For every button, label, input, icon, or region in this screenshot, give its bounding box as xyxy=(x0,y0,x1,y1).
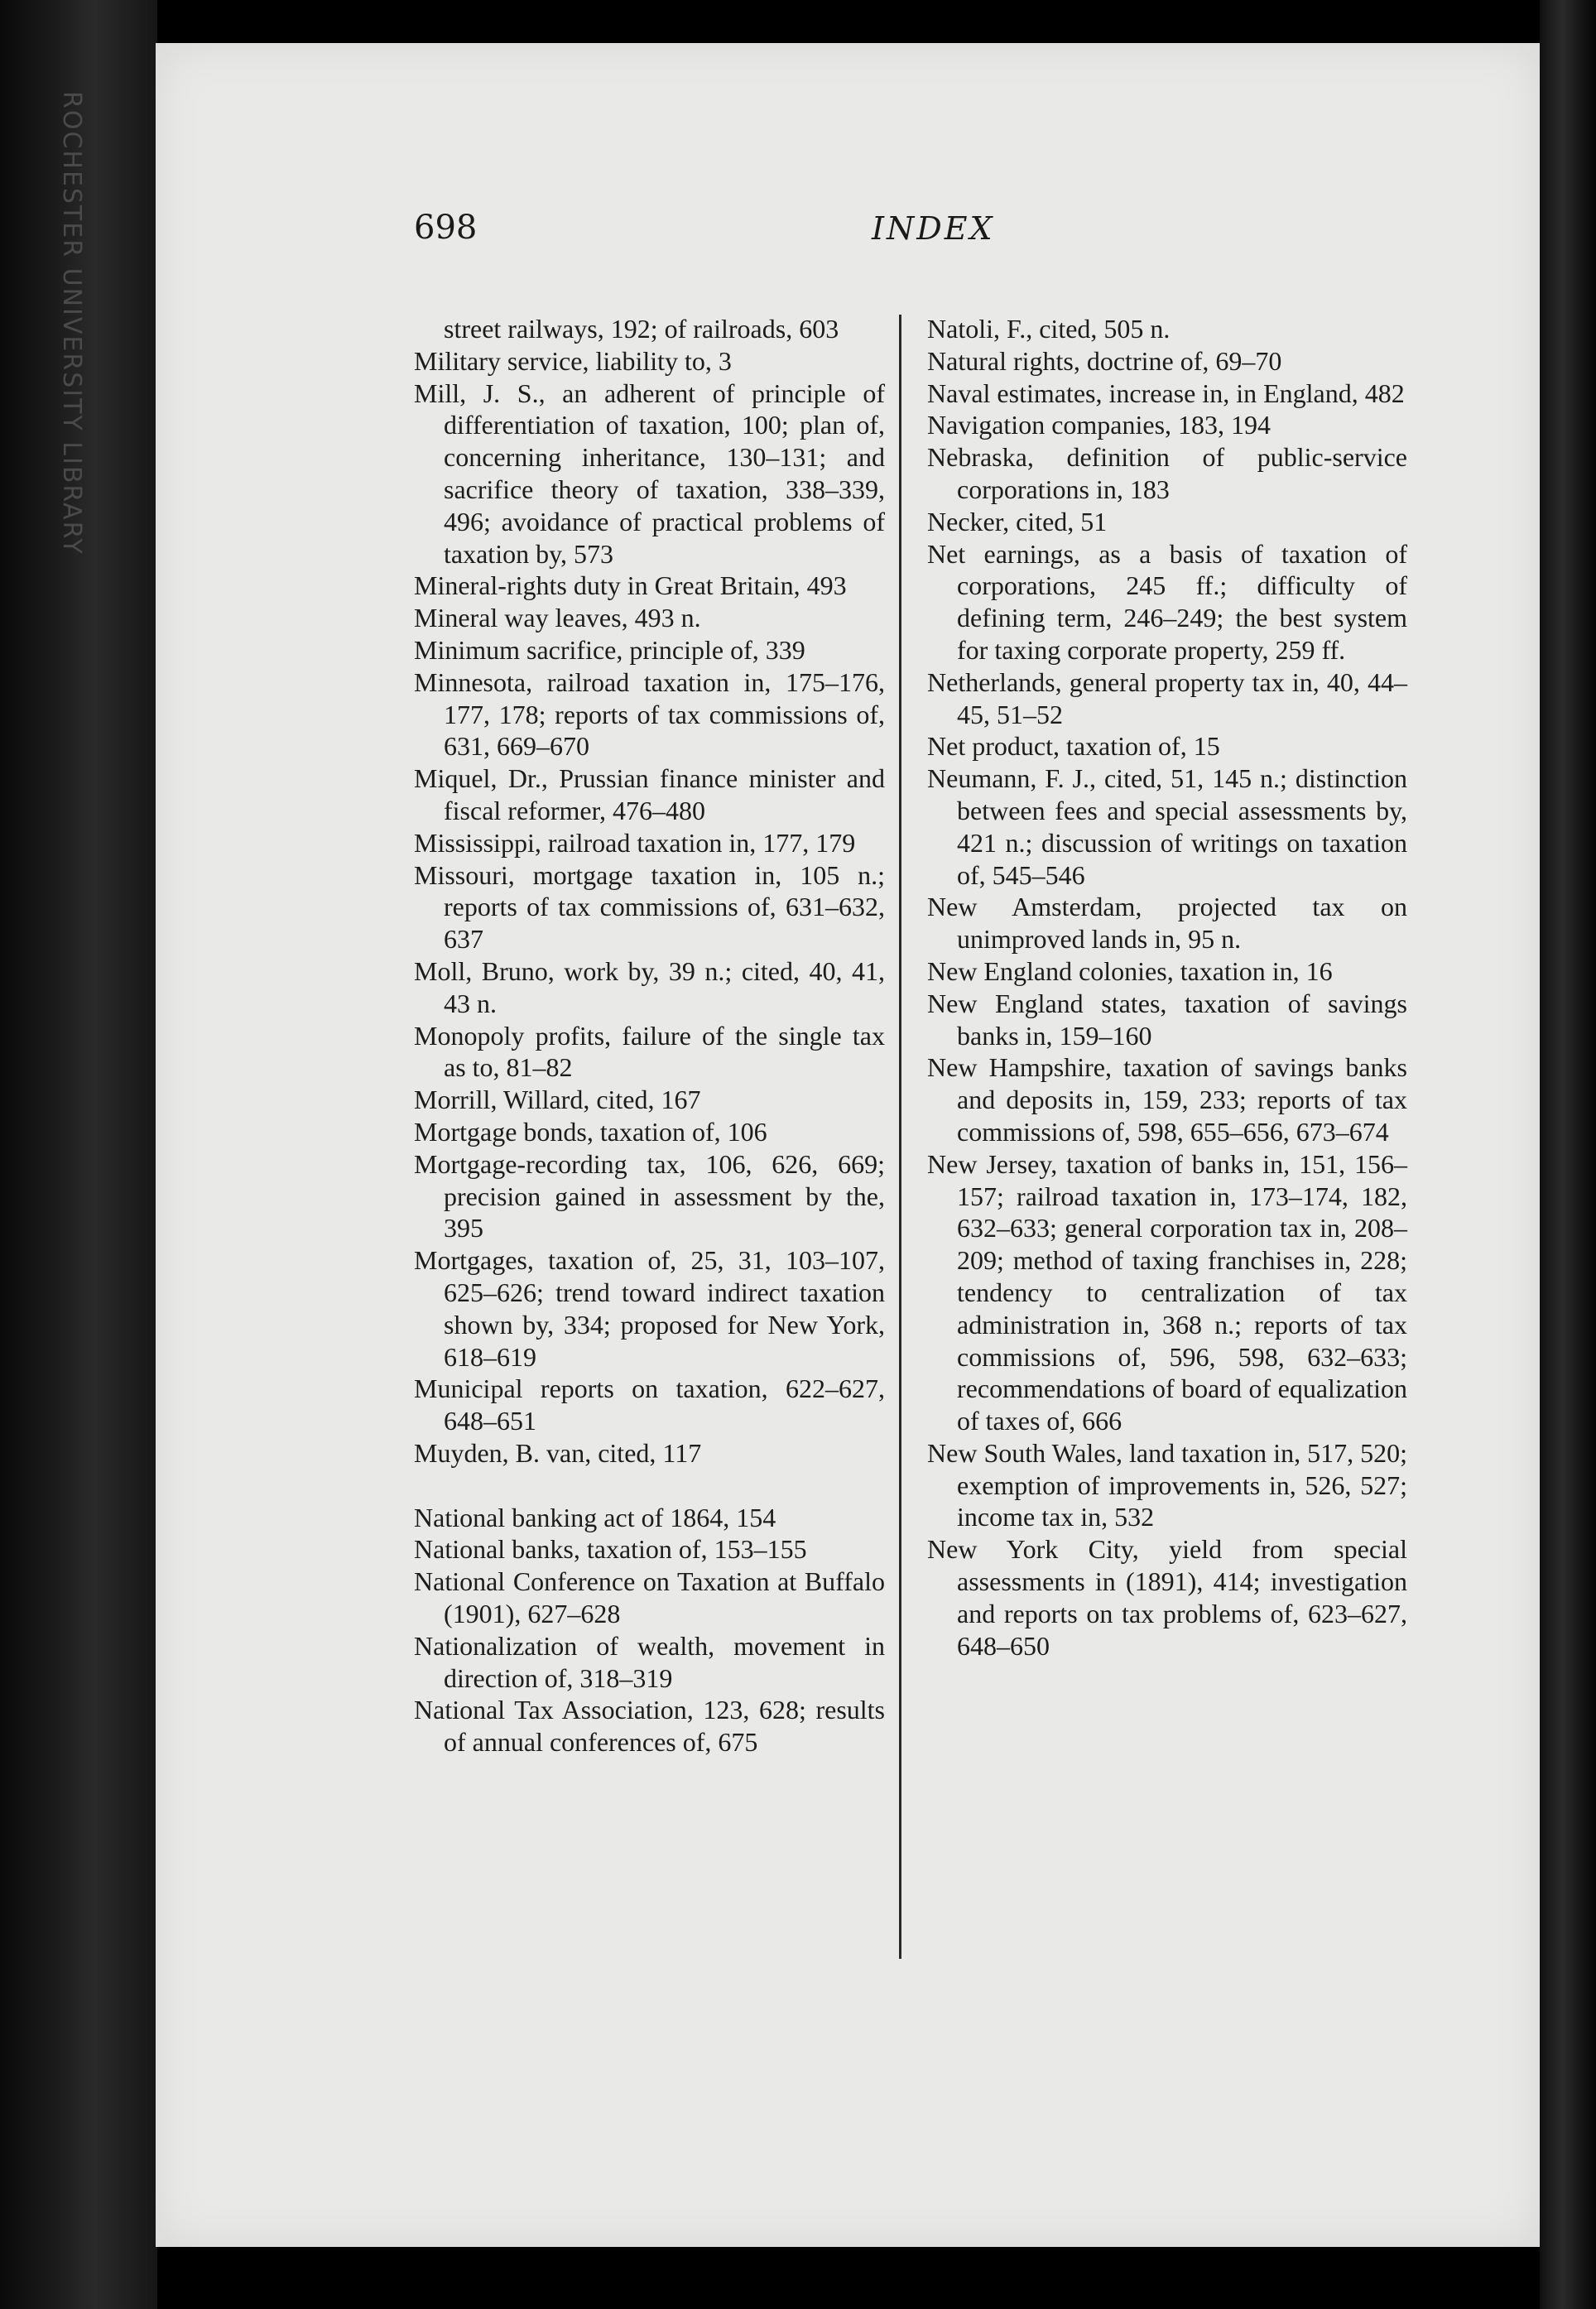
index-entry: Net product, taxation of, 15 xyxy=(927,731,1220,762)
index-entry: Nebraska, definition of public-service corporations in, 183 xyxy=(927,442,1407,504)
index-entry: Netherlands, general property tax in, 40, 44–45, 51–52 xyxy=(927,666,1407,729)
index-entry: Muyden, B. van, cited, 117 xyxy=(414,1437,702,1468)
index-entry: Navigation companies, 183, 194 xyxy=(927,410,1272,440)
index-entry: Monopoly profits, failure of the single tax as to, 81–82 xyxy=(414,1020,885,1083)
book-spine xyxy=(0,0,157,2309)
index-entry: Missouri, mortgage taxation in, 105 n.; reports of tax commissions of, 631–632, 637 xyxy=(414,859,885,955)
index-entry: National banks, taxation of, 153–155 xyxy=(414,1534,807,1565)
index-entry: Natoli, F., cited, 505 n. xyxy=(927,314,1171,344)
index-entry: New Amsterdam, projected tax on unimproved lands in, 95 n. xyxy=(927,892,1407,955)
column-divider xyxy=(899,315,901,1959)
index-entry: Municipal reports on taxation, 622–627, 648–651 xyxy=(414,1373,885,1436)
index-entry: Morrill, Willard, cited, 167 xyxy=(414,1085,701,1115)
index-entry: Moll, Bruno, work by, 39 n.; cited, 40, 41, 43 n. xyxy=(414,955,885,1018)
index-entry: Net earnings, as a basis of taxation of corporations, 245 ff.; difficulty of defining term, 246–249; the best system for taxing corporate property, 259 ff. xyxy=(927,538,1407,665)
index-entry: New England colonies, taxation in, 16 xyxy=(927,955,1333,986)
running-title: INDEX xyxy=(872,210,995,247)
index-entry: New Hampshire, taxation of savings banks and deposits in, 159, 233; reports of tax commissions of, 598, 655–656, 673–674 xyxy=(927,1052,1407,1147)
index-entry: Mississippi, railroad taxation in, 177, 179 xyxy=(414,827,856,858)
index-entry: Mineral-rights duty in Great Britain, 493 xyxy=(414,570,847,601)
page-sheet xyxy=(156,43,1540,2247)
index-entry: National Tax Association, 123, 628; results of annual conferences of, 675 xyxy=(414,1695,885,1758)
page-header xyxy=(156,209,1540,275)
index-entry: Minimum sacrifice, principle of, 339 xyxy=(414,634,805,665)
index-entry: Nationalization of wealth, movement in direction of, 318–319 xyxy=(414,1630,885,1693)
index-entry: Mill, J. S., an adherent of principle of differentiation of taxation, 100; plan of, concerning inheritance, 130–131; and sacrifice theory of taxation, 338–339, 496; avoidance of practical problems of taxation by, 573 xyxy=(414,378,885,569)
library-stamp xyxy=(51,91,91,654)
index-entry: New South Wales, land taxation in, 517, 520; exemption of improvements in, 526, 527; income tax in, 532 xyxy=(927,1437,1407,1532)
index-entry: Mortgage bonds, taxation of, 106 xyxy=(414,1116,767,1147)
index-entry: New England states, taxation of savings banks in, 159–160 xyxy=(927,988,1407,1051)
index-entry: Mineral way leaves, 493 n. xyxy=(414,603,701,633)
index-entry: Minnesota, railroad taxation in, 175–176, 177, 178; reports of tax commissions of, 631, 669–670 xyxy=(414,666,885,762)
index-entry: Necker, cited, 51 xyxy=(927,506,1108,536)
library-stamp-text: ROCHESTER UNIVERSITY LIBRARY xyxy=(57,91,86,556)
index-entry: Neumann, F. J., cited, 51, 145 n.; distinction between fees and special assessments by, 421 n.; discussion of writings on taxation of, 545–546 xyxy=(927,763,1407,890)
index-entry: Miquel, Dr., Prussian finance minister and fiscal reformer, 476–480 xyxy=(414,763,885,825)
index-entry: National banking act of 1864, 154 xyxy=(414,1502,776,1532)
index-column-left xyxy=(414,313,885,1758)
page-number: 698 xyxy=(414,209,478,247)
index-entry: National Conference on Taxation at Buffalo (1901), 627–628 xyxy=(414,1566,885,1629)
index-entry: Naval estimates, increase in, in England, 482 xyxy=(927,378,1405,408)
index-entry: Military service, liability to, 3 xyxy=(414,345,732,376)
index-entry: Mortgages, taxation of, 25, 31, 103–107, 625–626; trend toward indirect taxation shown by, 334; proposed for New York, 618–619 xyxy=(414,1245,885,1372)
section-gap xyxy=(414,1470,885,1502)
index-entry: street railways, 192; of railroads, 603 xyxy=(444,314,839,344)
index-entry: Mortgage-recording tax, 106, 626, 669; precision gained in assessment by the, 395 xyxy=(414,1148,885,1243)
index-entry: New Jersey, taxation of banks in, 151, 156–157; railroad taxation in, 173–174, 182, 632–633; general corporation tax in, 208–209; method of taxing franchises in, 228; tendency to centralization of tax administration in, 368 n.; reports of tax commissions of, 596, 598, 632–633; recommendations of board of equalization of taxes of, 666 xyxy=(927,1148,1407,1436)
index-column-right xyxy=(927,313,1407,1662)
index-entry: New York City, yield from special assessments in (1891), 414; investigation and reports on tax problems of, 623–627, 648–650 xyxy=(927,1534,1407,1661)
index-entry: Natural rights, doctrine of, 69–70 xyxy=(927,345,1282,376)
book-edge xyxy=(1540,0,1596,2309)
